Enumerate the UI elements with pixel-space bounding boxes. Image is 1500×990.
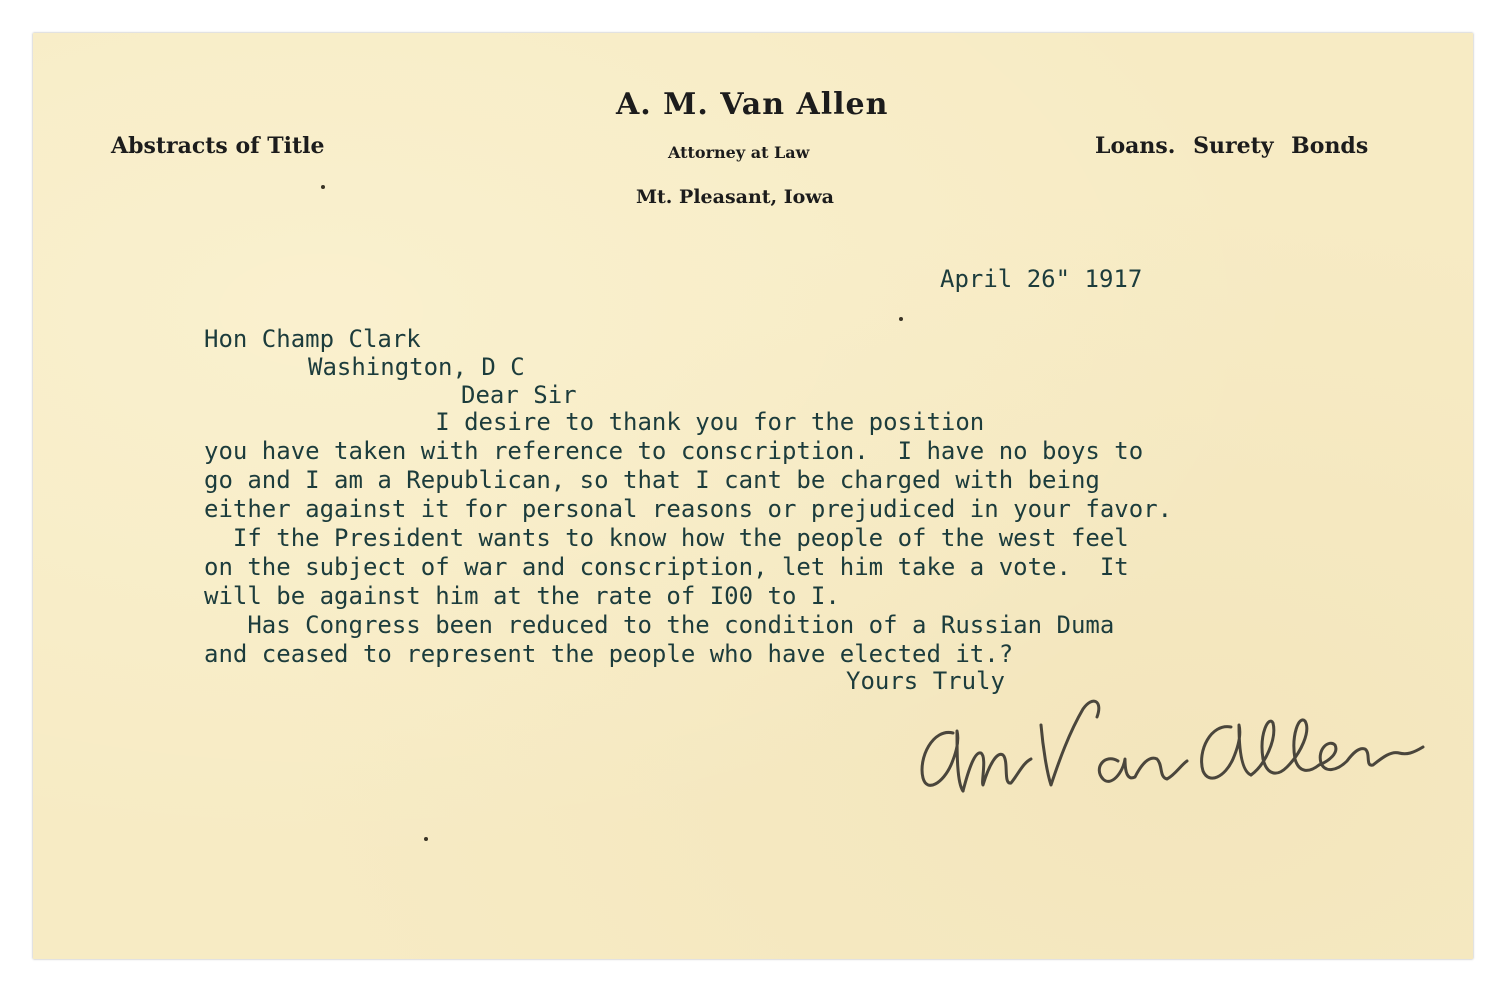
recipient-location: Washington, D C	[308, 353, 525, 381]
letterhead-left-services: Abstracts of Title	[111, 133, 325, 159]
body-line: you have taken with reference to conscription. I have no boys to	[204, 437, 1144, 465]
body-line: either against it for personal reasons or prejudiced in your favor.	[204, 495, 1173, 523]
letterhead-location: Mt. Pleasant, Iowa	[636, 186, 834, 208]
recipient-name: Hon Champ Clark	[204, 325, 421, 353]
body-line: will be against him at the rate of I00 to I.	[204, 582, 840, 610]
ink-speck	[321, 185, 325, 189]
body-line: and ceased to represent the people who have elected it.?	[204, 640, 1014, 668]
letter-body	[204, 408, 1172, 669]
letter-date: April 26" 1917	[940, 265, 1143, 293]
body-line: I desire to thank you for the position	[204, 408, 985, 436]
body-line: go and I am a Republican, so that I cant be charged with being	[204, 466, 1100, 494]
salutation: Dear Sir	[461, 381, 577, 409]
body-line: Has Congress been reduced to the condition of a Russian Duma	[204, 611, 1115, 639]
closing: Yours Truly	[846, 667, 1005, 695]
letterhead-right-services: Loans. Surety Bonds	[1095, 133, 1369, 159]
handwritten-signature	[913, 673, 1453, 803]
ink-speck	[899, 317, 903, 321]
letterhead-name: A. M. Van Allen	[616, 87, 889, 122]
body-line: If the President wants to know how the people of the west feel	[204, 524, 1129, 552]
ink-speck	[424, 837, 428, 841]
letterhead-title: Attorney at Law	[668, 143, 810, 162]
letter-sheet	[33, 33, 1473, 959]
body-line: on the subject of war and conscription, let him take a vote. It	[204, 553, 1129, 581]
